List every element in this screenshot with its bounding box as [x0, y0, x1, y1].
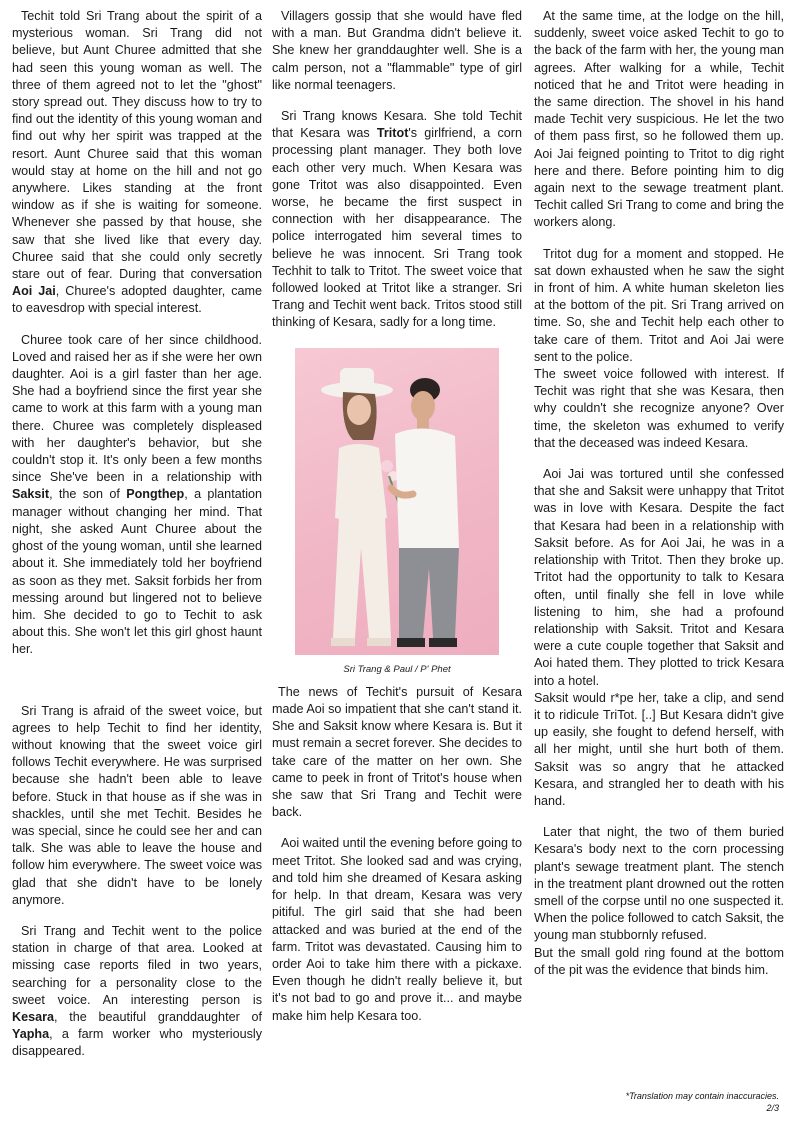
name-highlight: Kesara [12, 1009, 55, 1024]
paragraph: Sri Trang is afraid of the sweet voice, but agrees to help Techit to find her identity, without knowing that the sweet voice girl follows Techit everywhere. He was surprised because she hadn't been able to leave before. Stuck in that house as if she was in shackles, until she met Techit. Besides he was special, since he could see her and can talk. She was able to leave the house and follow him everywhere. The sweet voice was glad that she didn't have to be lonely anymore. [12, 703, 262, 907]
paragraph: Aoi Jai was tortured until she confessed that she and Saksit were unhappy that Tritot was in love with Kesara. Despite the fact that Kesara had been in a relationship with Saksit before. As for Aoi Jai, he was in a relationship with Tritot. Then they broke up. Tritot had the opportunity to talk to Kesara often, until finally she fell in love while listening to him, she had a profound relationship with Saksit. Tritot and Kesara were a cute couple together that Saksit and Aoi hated them. They plotted to trick Kesara into a hotel. [534, 467, 784, 688]
paragraph: Saksit would r*pe her, take a clip, and send it to ridicule TriTot. [..] But Kesara didn't give up easily, she fought to defend herself, with all her might, until she hurt both of them. Saksit was so angry that he attacked Kesara, and strangled her to death with his hand. [534, 690, 784, 808]
paragraph: Aoi waited until the evening before going to meet Tritot. She looked sad and was crying, and told him she dreamed of Kesara asking for help. In that dream, Kesara was very pitiful. The girl said that she had been attacked and was buried at the end of the farm. Tritot was devastated. Causing him to order Aoi to take him there with a pickaxe. Even though he didn't really believe it, but it's not bad to go and prove it... and maybe make him help Kesara too. [272, 836, 522, 1023]
translation-note: *Translation may contain inaccuracies. [625, 1091, 779, 1101]
article-column-2 [272, 8, 522, 1039]
name-highlight: Tritot [376, 126, 409, 141]
paragraph: Churee took care of her since childhood. Loved and raised her as if she were her own daughter. Aoi is a girl faster than her age. She had a boyfriend since the first year she came to work at this farm with a young man there. Churee was completely displeased with her daughter's behavior, but she couldn't stop it. It's only been a few months since She've been in a relationship with Saksit, the son of Pongthep, a plantation manager without changing her mind. That night, she asked Aunt Churee about the ghost of the young woman, until she learned about it. She immediately told her boyfriend as soon as they met. Saksit forbids her from messing around but lingered not to believe him. She decided to go to Techit to ask about this. She won't let this girl ghost haunt her. [12, 332, 262, 657]
photo-caption: Sri Trang & Paul / P' Phet [343, 663, 451, 675]
paragraph: Sri Trang and Techit went to the police station in charge of that area. Looked at missing case reports filed in two years, searching for a personality close to the sweet voice. An interesting person is Kesara, the beautiful granddaughter of Yapha, a farm worker who mysteriously disappeared. [12, 923, 262, 1059]
paragraph: The news of Techit's pursuit of Kesara made Aoi so impatient that she can't stand it. She and Saksit know where Kesara is. But it must remain a secret forever. She decides to take care of the matter on her own. She came to peek in front of Tritot's house when she saw that Sri Trang and Techit were back. [272, 684, 522, 820]
photo-figure [295, 348, 499, 678]
page-number: 2/3 [766, 1103, 779, 1113]
paragraph: Techit told Sri Trang about the spirit of a mysterious woman. Sri Trang did not believe, but Aunt Churee admitted that she had seen this young woman as well. The three of them agreed not to let the "ghost" story spread out. They discuss how to try to find out the identity of this young woman and find out why her spirit was trapped at the resort. Aunt Churee said that this woman would stay at home on the hill and not go anywhere. Likes standing at the front window as if she is waiting for someone. Whenever she passed by that house, she saw that she lived like that every day. Churee said that she could only secretly stare out of fear. During that conversation Aoi Jai, Churee's adopted daughter, came to eavesdrop with special interest. [12, 9, 262, 316]
name-highlight: Saksit [12, 487, 50, 502]
paragraph: But the small gold ring found at the bottom of the pit was the evidence that binds him. [534, 945, 784, 977]
name-highlight: Aoi Jai [12, 284, 56, 299]
name-highlight: Pongthep [126, 487, 185, 502]
name-highlight: Yapha [12, 1027, 50, 1042]
paragraph: Tritot dug for a moment and stopped. He sat down exhausted when he saw the sight in front of him. A white human skeleton lies at the bottom of the pit. Sri Trang arrived on time. So, she and Techit help each other to take care of them. Tritot and Aoi Jai were sent to the police. [534, 246, 784, 364]
paragraph: Sri Trang knows Kesara. She told Techit that Kesara was Tritot's girlfriend, a corn processing plant manager. They both love each other very much. When Kesara was gone Tritot was also disappointed. Even worse, he became the first suspect in connection with her disappearance. The police interrogated him several times to believe he was innocent. Sri Trang took Techhit to talk to Tritot. The sweet voice that followed looked at Tritot like a stranger. Sri Trang and Techit went back. Tritos stood still thinking of Kesara, sadly for a long time. [272, 109, 522, 330]
page-footer [626, 1090, 779, 1114]
paragraph: The sweet voice followed with interest. If Techit was right that she was Kesara, then why couldn't she recognize anyone? Over time, the skeleton was exhumed to verify that the deceased was indeed Kesara. [534, 367, 784, 450]
paragraph: Villagers gossip that she would have fled with a man. But Grandma didn't believe it. She knew her granddaughter well. She is a calm person, not a "flammable" type of girl like normal teenagers. [272, 9, 522, 92]
couple-photo [295, 348, 499, 655]
paragraph: At the same time, at the lodge on the hill, suddenly, sweet voice asked Techit to go to the back of the farm with her, the young man agrees. After walking for a while, Techit noticed that he and Tritot were heading in the same direction. The shovel in his hand made Techit very suspicious. He let the two of them pass first, so he followed them up. Aoi Jai feigned pointing to Tritot to dig right here and there. Before pointing him to dig again next to the sewage treatment plant. Techit called Sri Trang to come and bring the workers along. [534, 9, 784, 230]
article-column-1 [12, 8, 262, 1075]
paragraph: Later that night, the two of them buried Kesara's body next to the corn processing plant's sewage treatment plant. The stench in the treatment plant drowned out the rotten smell of the corpse until no one suspected it. When the police followed to catch Saksit, the young man stubbornly refused. [534, 825, 784, 943]
article-column-3 [534, 8, 784, 993]
couple-illustration [295, 348, 499, 655]
